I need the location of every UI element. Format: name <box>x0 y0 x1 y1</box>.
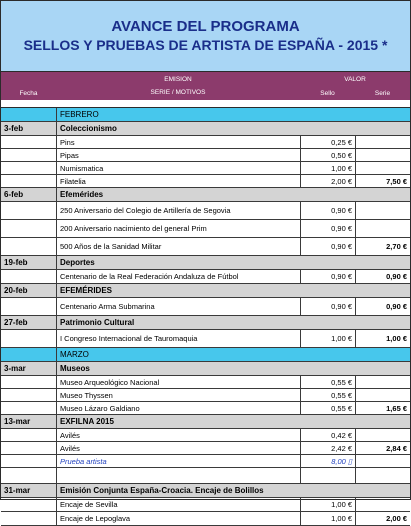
month-row <box>1 348 410 362</box>
group-title: EFEMÉRIDES <box>56 284 410 297</box>
group-row <box>1 362 410 376</box>
serie-cell <box>355 202 410 219</box>
motivo-cell: Museo Arqueológico Nacional <box>56 376 300 388</box>
sello-cell: 0,55 € <box>300 376 355 388</box>
header-emision-cell <box>56 72 300 100</box>
title-line-1: AVANCE DEL PROGRAMA <box>111 18 300 35</box>
sello-cell: 0,55 € <box>300 389 355 401</box>
motivo-cell: Pipas <box>56 149 300 161</box>
sello-cell: 0,90 € <box>300 202 355 219</box>
motivo-cell: Encaje de Lepoglava <box>56 512 300 525</box>
sello-cell: 2,42 € <box>300 442 355 454</box>
serie-cell <box>355 162 410 174</box>
month-label: MARZO <box>56 348 410 361</box>
table-row <box>1 455 410 468</box>
motivo-cell: Centenario de la Real Federación Andaluza de Fútbol <box>56 270 300 283</box>
sello-cell: 0,90 € <box>300 238 355 255</box>
table-row <box>1 238 410 256</box>
table-row <box>1 270 410 284</box>
serie-cell <box>355 220 410 237</box>
group-date: 27-feb <box>4 318 28 327</box>
header-serie: Serie <box>374 89 391 97</box>
sello-cell: 1,00 € <box>300 162 355 174</box>
sello-cell: 2,00 € <box>300 175 355 187</box>
sello-cell: 1,00 € <box>300 512 355 525</box>
group-date: 20-feb <box>4 286 28 295</box>
serie-cell: 0,90 € <box>355 298 410 315</box>
table-row <box>1 162 410 175</box>
table-row <box>1 376 410 389</box>
sello-cell: 1,00 € <box>300 498 355 511</box>
group-date: 13-mar <box>4 417 31 426</box>
sello-cell: 0,90 € <box>300 270 355 283</box>
month-row <box>1 108 410 122</box>
table-header <box>1 72 410 100</box>
sello-cell: 0,90 € <box>300 298 355 315</box>
sello-cell: 1,00 € <box>300 330 355 347</box>
motivo-cell: Avilés <box>56 429 300 441</box>
table-row <box>1 512 410 526</box>
motivo-cell: I Congreso Internacional de Tauromaquia <box>56 330 300 347</box>
table-row <box>1 136 410 149</box>
motivo-cell: 500 Años de la Sanidad Militar <box>56 238 300 255</box>
group-title: Deportes <box>56 256 410 269</box>
group-date: 6-feb <box>4 190 24 199</box>
serie-cell: 0,90 € <box>355 270 410 283</box>
header-sello: Sello <box>320 89 335 97</box>
motivo-cell: Filatelia <box>56 175 300 187</box>
group-row <box>1 284 410 298</box>
serie-cell: 2,70 € <box>355 238 410 255</box>
group-date: 3-feb <box>4 124 24 133</box>
header-valor: VALOR <box>344 75 366 83</box>
group-title: Patrimonio Cultural <box>56 316 410 329</box>
table-row <box>1 389 410 402</box>
table-row <box>1 429 410 442</box>
table-row-empty <box>1 468 410 484</box>
motivo-cell: Pins <box>56 136 300 148</box>
sello-cell: 8,00 ▯ <box>300 455 355 467</box>
group-date: 31-mar <box>4 486 31 495</box>
group-title: Emisión Conjunta España-Croacia. Encaje de Bolillos <box>56 484 410 497</box>
title-banner <box>1 1 410 72</box>
header-fecha: Fecha <box>19 90 38 97</box>
sello-cell: 0,42 € <box>300 429 355 441</box>
group-row <box>1 256 410 270</box>
serie-cell: 2,84 € <box>355 442 410 454</box>
sello-cell: 0,55 € <box>300 402 355 414</box>
group-title: Efemérides <box>56 188 410 201</box>
group-row <box>1 484 410 498</box>
table-row <box>1 330 410 348</box>
table-row <box>1 402 410 415</box>
motivo-cell: Encaje de Sevilla <box>56 498 300 511</box>
serie-cell <box>355 376 410 388</box>
serie-cell: 1,00 € <box>355 330 410 347</box>
group-date: 19-feb <box>4 258 28 267</box>
serie-cell <box>355 149 410 161</box>
group-title: Coleccionismo <box>56 122 410 135</box>
serie-cell: 1,65 € <box>355 402 410 414</box>
motivo-cell: 250 Aniversario del Colegio de Artillería de Segovia <box>56 202 300 219</box>
header-serie-motivos: SERIE / MOTIVOS <box>150 89 206 96</box>
serie-cell <box>355 136 410 148</box>
group-row <box>1 188 410 202</box>
group-date: 3-mar <box>4 364 26 373</box>
sello-cell: 0,25 € <box>300 136 355 148</box>
motivo-cell: Avilés <box>56 442 300 454</box>
serie-cell: 7,50 € <box>355 175 410 187</box>
sello-cell: 0,90 € <box>300 220 355 237</box>
group-row <box>1 415 410 429</box>
month-label: FEBRERO <box>56 108 410 121</box>
table-row <box>1 202 410 220</box>
motivo-cell: Centenario Arma Submarina <box>56 298 300 315</box>
table-row <box>1 175 410 188</box>
table-row <box>1 498 410 512</box>
header-emision: EMISION <box>164 76 192 83</box>
serie-cell <box>355 389 410 401</box>
header-spacer <box>1 100 410 108</box>
serie-cell <box>355 455 410 467</box>
program-table <box>1 108 410 526</box>
group-row <box>1 316 410 330</box>
title-line-2: SELLOS Y PRUEBAS DE ARTISTA DE ESPAÑA - 2015 * <box>23 37 388 53</box>
table-row <box>1 298 410 316</box>
header-valor-cell <box>300 72 410 100</box>
group-row <box>1 122 410 136</box>
table-row <box>1 442 410 455</box>
serie-cell <box>355 429 410 441</box>
sello-cell: 0,50 € <box>300 149 355 161</box>
motivo-cell: Museo Lázaro Galdiano <box>56 402 300 414</box>
serie-cell: 2,00 € <box>355 512 410 525</box>
group-title: Museos <box>56 362 410 375</box>
table-row <box>1 220 410 238</box>
motivo-cell: Prueba artista <box>56 455 300 467</box>
table-row <box>1 149 410 162</box>
motivo-cell: Museo Thyssen <box>56 389 300 401</box>
motivo-cell: Numismatica <box>56 162 300 174</box>
group-title: EXFILNA 2015 <box>56 415 410 428</box>
motivo-cell: 200 Aniversario nacimiento del general Prim <box>56 220 300 237</box>
